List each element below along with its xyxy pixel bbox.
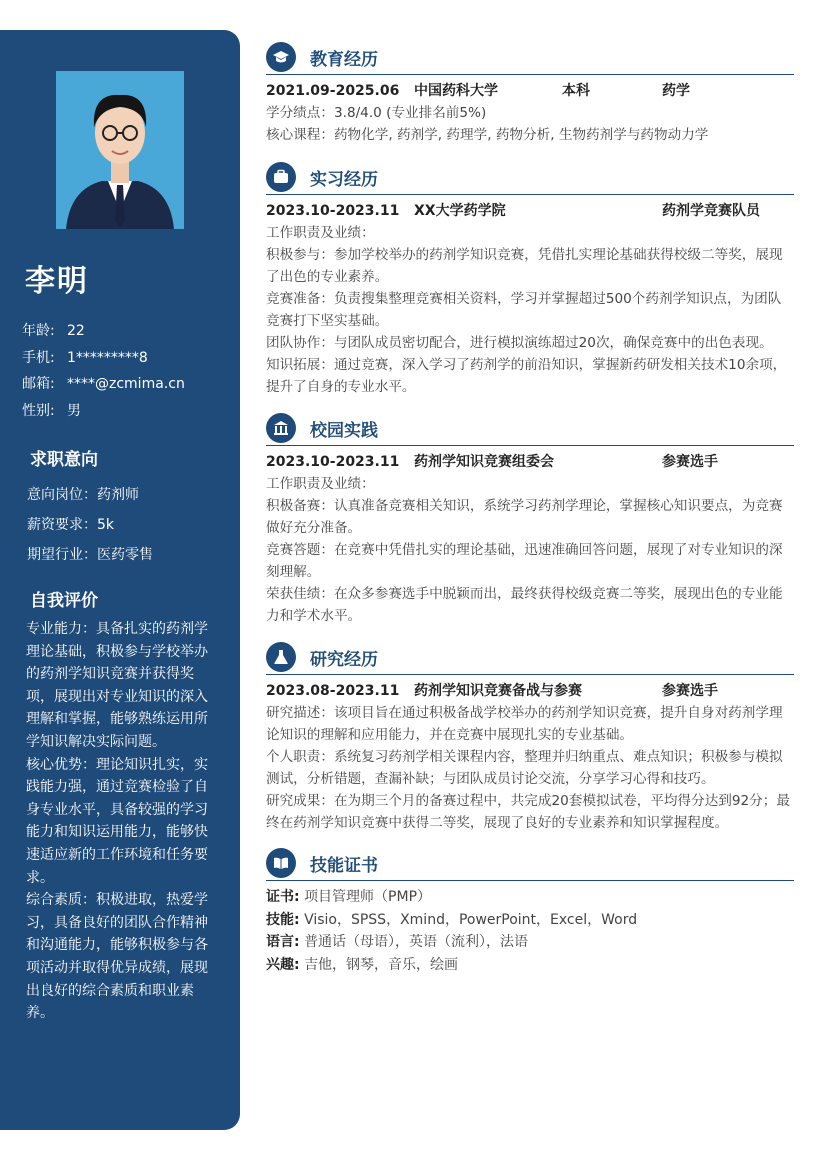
internship-details bbox=[266, 222, 794, 398]
section-title: 教育经历 bbox=[310, 50, 378, 70]
research-org: 药剂学知识竞赛备战与参赛 bbox=[414, 683, 582, 699]
section-header bbox=[266, 162, 794, 195]
detail-line: 个人职责：系统复习药剂学相关课程内容，整理并归纳重点、难点知识；积极参与模拟测试，分析错题，查漏补缺；与团队成员讨论交流，分享学习心得和技巧。 bbox=[266, 749, 783, 787]
info-email: 邮箱: ****@zcmima.cn bbox=[22, 376, 185, 392]
skill-row: 兴趣: 吉他，钢琴，音乐，绘画 bbox=[266, 956, 459, 973]
campus-role: 参赛选手 bbox=[662, 454, 718, 470]
research-entry-head bbox=[266, 680, 794, 702]
section-title: 研究经历 bbox=[310, 650, 378, 670]
education-section bbox=[266, 42, 794, 146]
section-header bbox=[266, 42, 794, 75]
research-period: 2023.08-2023.11 bbox=[266, 683, 400, 699]
skills-list bbox=[266, 886, 794, 976]
book-icon bbox=[266, 848, 296, 878]
research-section bbox=[266, 642, 794, 834]
skills-section bbox=[266, 848, 794, 976]
self-eval-paragraph: 专业能力：具备扎实的药剂学理论基础，积极参与学校举办的药剂学知识竞赛并获得奖项，展现出对专业知识的深入理解和掌握，能够熟练运用所学知识解决实际问题。 bbox=[26, 621, 208, 750]
detail-line: 积极备赛：认真准备竞赛相关知识，系统学习药剂学理论，掌握核心知识要点，为竞赛做好充分准备。 bbox=[266, 498, 783, 536]
detail-line: 学分绩点：3.8/4.0 (专业排名前5%) bbox=[266, 105, 487, 121]
detail-line: 竞赛准备：负责搜集整理竞赛相关资料，学习并掌握超过500个药剂学知识点，为团队竞赛打下坚实基础。 bbox=[266, 291, 782, 329]
flask-icon bbox=[266, 642, 296, 672]
internship-section bbox=[266, 162, 794, 398]
campus-section bbox=[266, 413, 794, 627]
profile-photo bbox=[56, 71, 184, 229]
education-degree: 本科 bbox=[562, 83, 590, 99]
intent-industry: 期望行业：医药零售 bbox=[27, 547, 153, 563]
education-school: 中国药科大学 bbox=[414, 83, 498, 99]
detail-line: 竞赛答题：在竞赛中凭借扎实的理论基础，迅速准确回答问题，展现了对专业知识的深刻理解。 bbox=[266, 542, 783, 580]
detail-line: 团队协作：与团队成员密切配合，进行模拟演练超过20次，确保竞赛中的出色表现。 bbox=[266, 335, 773, 351]
detail-line: 研究描述：该项目旨在通过积极备战学校举办的药剂学知识竞赛，提升自身对药剂学理论知识的理解和应用能力，并在竞赛中展现扎实的专业基础。 bbox=[266, 705, 783, 743]
intent-position: 意向岗位：药剂师 bbox=[27, 487, 139, 503]
skill-row: 技能: Visio，SPSS，Xmind，PowerPoint，Excel，Word bbox=[266, 911, 638, 928]
detail-line: 荣获佳绩：在众多参赛选手中脱颖而出，最终获得校级竞赛二等奖，展现出色的专业能力和学术水平。 bbox=[266, 586, 783, 624]
campus-details bbox=[266, 473, 794, 627]
research-role: 参赛选手 bbox=[662, 683, 718, 699]
detail-line: 知识拓展：通过竞赛，深入学习了药剂学的前沿知识，掌握新药研发相关技术10余项，提升了自身的专业水平。 bbox=[266, 357, 787, 395]
intent-list bbox=[27, 480, 153, 570]
personal-info bbox=[22, 318, 185, 424]
detail-line: 核心课程：药物化学, 药剂学, 药理学, 药物分析, 生物药剂学与药物动力学 bbox=[266, 127, 709, 143]
section-title: 技能证书 bbox=[310, 856, 378, 876]
sidebar bbox=[0, 30, 240, 1130]
education-period: 2021.09-2025.06 bbox=[266, 83, 400, 99]
skill-row: 证书: 项目管理师（PMP） bbox=[266, 889, 432, 905]
self-eval-paragraph: 核心优势：理论知识扎实，实践能力强，通过竞赛检验了自身专业水平，具备较强的学习能力和知识运用能力，能够快速适应新的工作环境和任务要求。 bbox=[26, 756, 208, 886]
briefcase-icon bbox=[266, 162, 296, 192]
section-header bbox=[266, 642, 794, 675]
internship-period: 2023.10-2023.11 bbox=[266, 203, 400, 219]
intent-salary: 薪资要求：5k bbox=[27, 517, 115, 533]
education-entry-head bbox=[266, 80, 794, 102]
info-gender: 性别: 男 bbox=[22, 402, 81, 419]
info-phone: 手机: 1*********8 bbox=[22, 349, 148, 366]
section-header bbox=[266, 413, 794, 446]
section-header bbox=[266, 848, 794, 881]
info-age: 年龄: 22 bbox=[22, 323, 85, 339]
graduation-cap-icon bbox=[266, 42, 296, 72]
education-major: 药学 bbox=[662, 83, 690, 99]
building-icon bbox=[266, 413, 296, 443]
education-details bbox=[266, 102, 794, 146]
internship-role: 药剂学竞赛队员 bbox=[662, 203, 760, 219]
research-details bbox=[266, 702, 794, 834]
section-title: 实习经历 bbox=[310, 170, 378, 190]
detail-line: 积极参与：参加学校举办的药剂学知识竞赛，凭借扎实理论基础获得校级二等奖，展现了出色的专业素养。 bbox=[266, 247, 783, 285]
section-title: 校园实践 bbox=[310, 421, 378, 441]
detail-line: 工作职责及业绩： bbox=[266, 225, 375, 241]
internship-entry-head bbox=[266, 200, 794, 222]
intent-title: 求职意向 bbox=[30, 450, 98, 470]
skill-row: 语言: 普通话（母语），英语（流利），法语 bbox=[266, 934, 529, 950]
candidate-name: 李明 bbox=[25, 264, 89, 299]
self-eval-text bbox=[26, 618, 218, 1025]
campus-entry-head bbox=[266, 451, 794, 473]
self-eval-title: 自我评价 bbox=[30, 591, 98, 611]
internship-org: XX大学药学院 bbox=[414, 203, 506, 219]
campus-org: 药剂学知识竞赛组委会 bbox=[414, 454, 554, 470]
self-eval-paragraph: 综合素质：积极进取，热爱学习，具备良好的团队合作精神和沟通能力，能够积极参与各项活动并取得优异成绩，展现出良好的综合素质和职业素养。 bbox=[26, 892, 208, 1022]
campus-period: 2023.10-2023.11 bbox=[266, 454, 400, 470]
detail-line: 研究成果：在为期三个月的备赛过程中，共完成20套模拟试卷，平均得分达到92分；最终在药剂学知识竞赛中获得二等奖，展现了良好的专业素养和知识掌握程度。 bbox=[266, 793, 790, 831]
detail-line: 工作职责及业绩： bbox=[266, 476, 375, 492]
